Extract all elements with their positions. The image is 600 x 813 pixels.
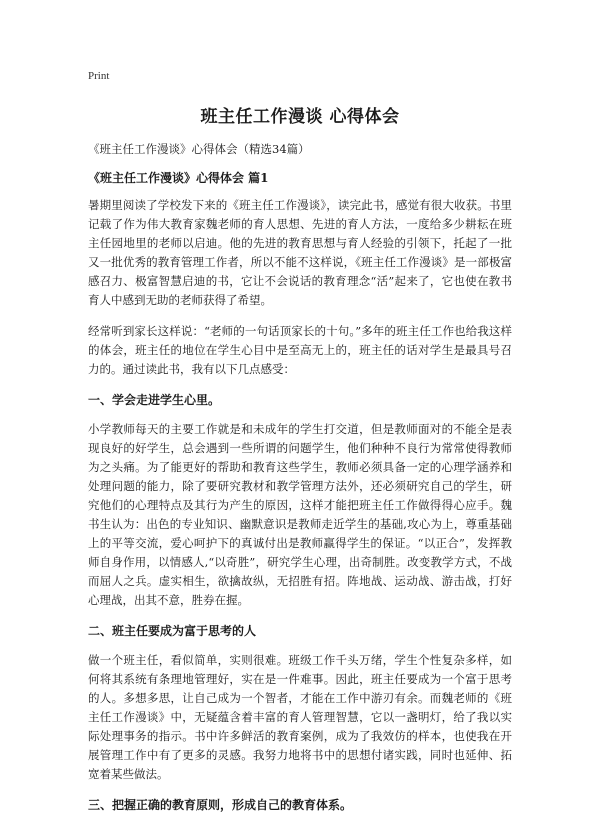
document-title: 班主任工作漫谈 心得体会 xyxy=(200,107,400,127)
paragraph-3: 小学教师每天的主要工作就是和未成年的学生打交道，但是教师面对的不能全是表现良好的好学生，总会遇到一些所谓的问题学生，他们种种不良行为常常使得教师为之头痛。为了能更好的帮助和教育这些学生，教师必须具备一定的心理学涵养和处理问题的能力，除了要研究教材和教学管理方法外，还必须研究自己的学生，研究他们的心理特点及其行为产生的原因，这样才能把班主任工作做得得心应手。魏书生认为：出色的专业知识、幽默意识是教师走近学生的基础,攻心为上，尊重基础上的平等交流，爱心呵护下的真诚付出是教师赢得学生的保证。“以正合”，发挥教师自身作用，以情感人,“以奇胜”，研究学生心理，出奇制胜。改变教学方式，不战而屈人之兵。虚实相生，欲擒故纵，无招胜有招。阵地战、运动战、游击战，打好心理战，出其不意，胜券在握。 xyxy=(88,422,512,607)
section-heading: 《班主任工作漫谈》心得体会 篇1 xyxy=(88,171,269,185)
sub-heading-1: 一、学会走进学生心里。 xyxy=(88,393,221,407)
paragraph-4: 做一个班主任，看似简单，实则很难。班级工作千头万绪，学生个性复杂多样，如何将其系统有条理地管理好，实在是一件难事。因此，班主任要成为一个富于思考的人。多想多思，让自己成为一个智者，才能在工作中游刃有余。而魏老师的《班主任工作漫谈》中，无疑蕴含着丰富的育人管理智慧，它以一盏明灯，给了我以实际处理事务的指示。书中许多鲜活的教育案例，成为了我效仿的样本，也使我在开展管理工作中有了更多的灵感。我努力地将书中的思想付诸实践，同时也延伸、拓宽着某些做法。 xyxy=(88,653,512,781)
sub-heading-3: 三、把握正确的教育原则，形成自己的教育体系。 xyxy=(88,798,353,812)
print-label[interactable]: Print xyxy=(88,70,110,82)
document-subtitle: 《班主任工作漫谈》心得体会（精选34篇） xyxy=(88,142,310,156)
paragraph-2: 经常听到家长这样说：“老师的一句话顶家长的十句。”多年的班主任工作也给我这样的体会，班主任的地位在学生心目中是至高无上的，班主任的话对学生是最具号召力的。通过读此书，我有以下几点感受： xyxy=(88,324,512,376)
paragraph-1: 暑期里阅读了学校发下来的《班主任工作漫谈》，读完此书，感觉有很大收获。书里记载了作为伟大教育家魏老师的育人思想、先进的育人方法，一度给多少耕耘在班主任园地里的老师以启迪。他的先进的教育思想与育人经验的引领下，托起了一批又一批优秀的教育管理工作者，所以不能不这样说，《班主任工作漫谈》是一部极富感召力、极富智慧启迪的书，它让不会说话的教育理念“活”起来了，它也使在教书育人中感到无助的老师获得了希望。 xyxy=(88,198,512,307)
sub-heading-2: 二、班主任要成为富于思考的人 xyxy=(88,624,257,638)
